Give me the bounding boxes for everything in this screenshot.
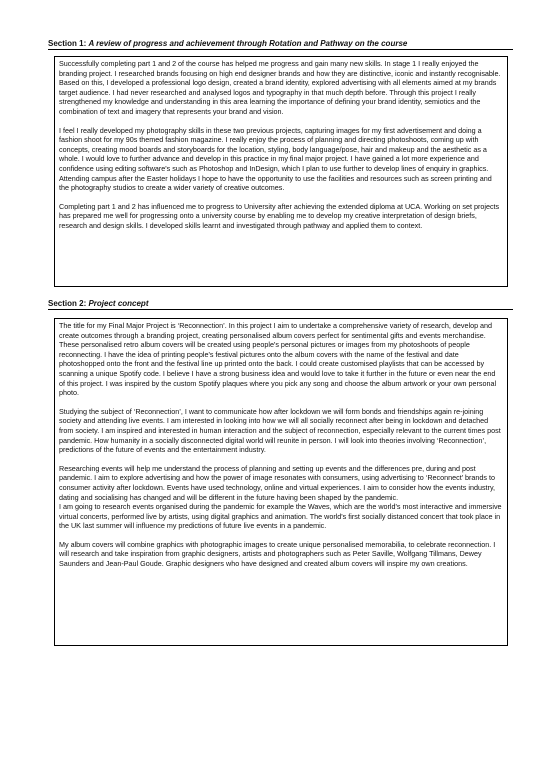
section-1-paragraph: Completing part 1 and 2 has influenced me to progress to University after achieving the extended diploma at UCA. Working on set projects has prepared me well for progressing onto a university course by enabling me to develop my creative interpretation of design briefs, research and design skills. I developed skills learnt and investigated through pathway and applied them to context.: [59, 201, 500, 230]
section-1-rule: [48, 49, 513, 50]
section-1-title: A review of progress and achievement through Rotation and Pathway on the course: [88, 39, 408, 48]
section-1-paragraph: I feel I really developed my photography skills in these two previous projects, capturing images for my first advertisement and doing a fashion shoot for my 90s themed fashion magazine. I really enjoy the process of planning and directing photoshoots, coming up with concepts, creating mood boards and storyboards for the location, styling, body language/pose, hair and makeup and the aesthetic as a whole. I would love to further advance and develop in this practice in my final major project. I have gained a lot more experience and confidence using editing software's such as Photoshop and InDesign, which I plan to use further to develop lines of enquiry in graphics. Attending campus after the Easter holidays I hope to have the opportunity to use the facilities and resources such as screen printing and the photography studios to create a wider variety of creative outcomes.: [59, 125, 492, 193]
section-2-number: Section 2:: [48, 299, 87, 308]
section-2-paragraph: The title for my Final Major Project is ‘Reconnection’. In this project I aim to undertake a comprehensive variety of research, develop and create outcomes through a branding project, creating personalised album covers perfect for sentimental gifts and events merchandise. These personalised retro album covers will be created using people's personal pictures or images from my photoshoots of people reconnecting. I have the idea of printing people's festival pictures onto the album covers with the name of the festival and date photoshopped onto the front and the festival line up printed onto the back. I could create customised playlists that can be accessed by scanning a unique Spotify code. I believe I have a strong business idea and would love to take it further in the future or even near the end of this project. I was inspired by the custom Spotify plaques where you pick any song and choose the album artwork or your own personal photo.: [59, 321, 497, 398]
section-2-text-box[interactable]: [54, 318, 508, 646]
section-2-title: Project concept: [88, 299, 149, 308]
section-1-paragraph: Successfully completing part 1 and 2 of the course has helped me progress and gain many new skills. In stage 1 I really enjoyed the branding project. I researched brands focusing on high end designer brands and how they are distinctive, iconic and instantly recognisable. Based on this, I developed a professional logo design, created a brand identity, explored advertising with all elements aimed at my brands target audience. I had never researched and analysed logos and typography in that much depth before. Through this project I really strengthened my knowledge and understanding in this area learning the importance of defining your brand identity, semiotics and the combination of text and imagery that represents your brand and vision.: [59, 59, 501, 116]
section-2-paragraph: Researching events will help me understand the process of planning and setting up events and the differences pre, during and post pandemic. I aim to explore advertising and how the power of image resonates with consumers, using advertising to ‘Reconnect’ brands to consumer activity after lockdown. Events have used technology, online and virtual experiences. I aim to consider how the events industry, dating and socialising has changed and will be different in the future having been shaped by the pandemic. I am going to research events organised during the pandemic for example the Waves, which are the world's most interactive and immersive virtual concerts, performed live by artists, using digital graphics and animation. The world's first socially distanced concert that took place in the UK last summer will influence my predictions of future live events in a pandemic.: [59, 463, 502, 531]
section-2-rule: [48, 309, 513, 310]
section-2-heading: [48, 299, 148, 309]
section-1-number: Section 1:: [48, 39, 87, 48]
section-1-heading: [48, 39, 407, 49]
section-1-text-box[interactable]: [54, 56, 508, 287]
section-2-paragraph: Studying the subject of ‘Reconnection’, I want to communicate how after lockdown we will form bonds and friendships again re-joining society and attending live events. I am interested in looking into how we will all socially reconnect after being in lockdown and detached from society. I am inspired and interested in human interaction and the subject of reconnection, especially relevant to the current times post pandemic. How humanity in a socially disconnected digital world will reunite in person. I will look into theories involving ‘Reconnection’, predictions of the future of events and the entertainment industry.: [59, 406, 501, 455]
section-2-paragraph: My album covers will combine graphics with photographic images to create unique personalised memorabilia, to celebrate reconnection. I will research and take inspiration from graphic designers, artists and photographers such as Peter Saville, Wolfgang Tillmans, Dewey Saunders and Jean-Paul Goude. Graphic designers who have designed and created album covers will inspire my own creations.: [59, 539, 496, 569]
